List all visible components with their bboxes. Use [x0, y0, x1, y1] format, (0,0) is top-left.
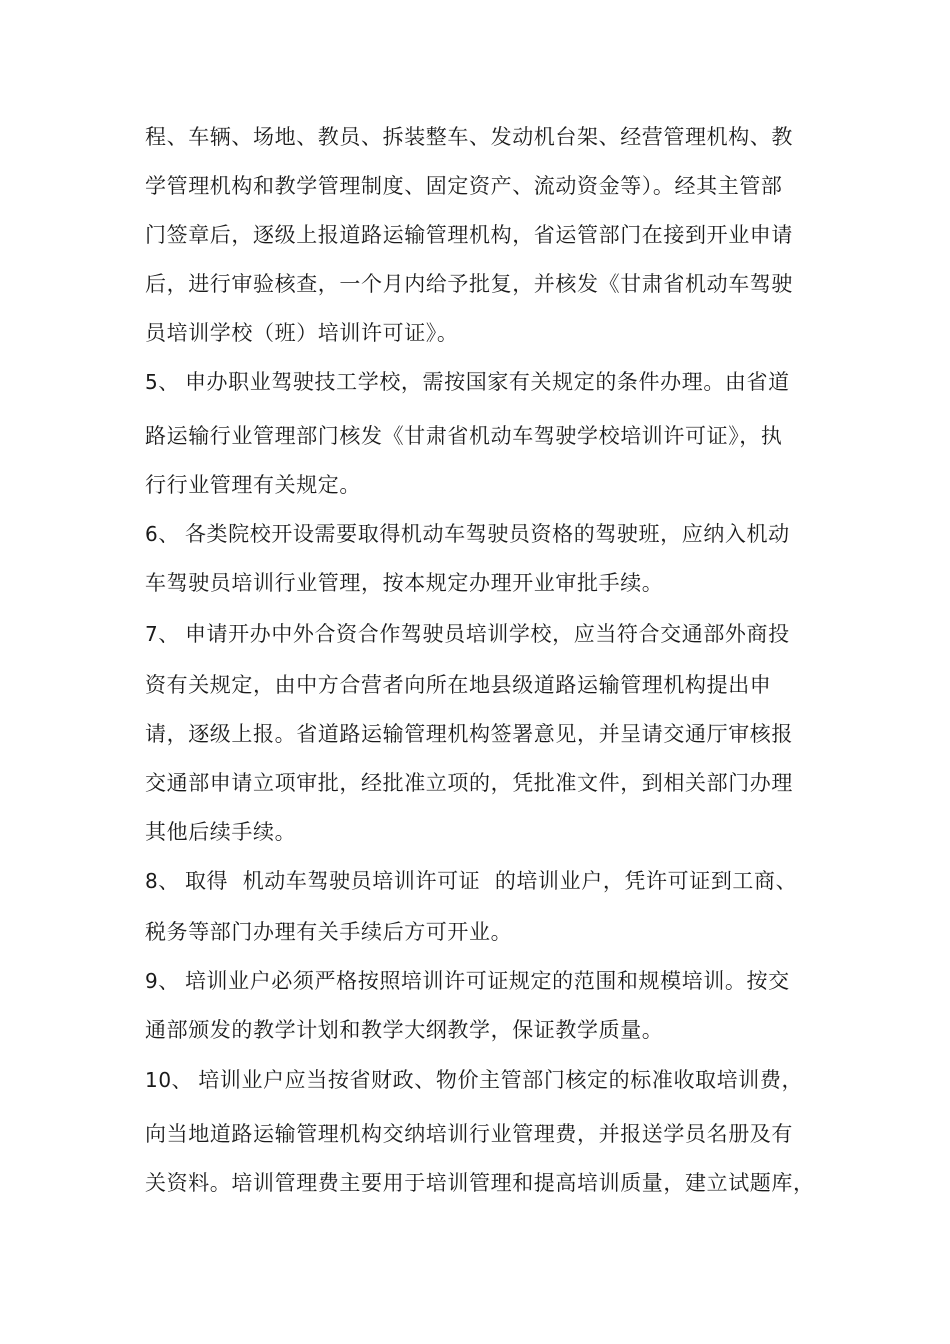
text-line — [145, 569, 663, 597]
text-line — [145, 319, 459, 347]
text-line — [145, 221, 793, 249]
item-number: 9、 — [145, 969, 179, 993]
line-text: 培训业户应当按省财政、物价主管部门核定的标准收取培训费， — [198, 1068, 804, 1092]
text-line — [145, 620, 790, 648]
line-text: 学管理机构和教学管理制度、固定资产、流动资金等）。经其主管部 — [145, 174, 783, 198]
line-text: 路运输行业管理部门核发《甘肃省机动车驾驶学校培训许可证》，执 — [145, 424, 783, 448]
text-line — [145, 368, 790, 396]
line-text: 向当地道路运输管理机构交纳培训行业管理费，并报送学员名册及有 — [145, 1122, 793, 1146]
text-line — [145, 123, 793, 151]
text-line — [145, 1066, 803, 1094]
line-text: 通部颁发的教学计划和教学大纲教学，保证教学质量。 — [145, 1018, 664, 1042]
text-line — [145, 1016, 663, 1044]
line-text: 后，进行审验核查，一个月内给予批复，并核发《甘肃省机动车驾驶 — [145, 272, 793, 296]
line-text: 培训业户必须严格按照培训许可证规定的范围和规模培训。按交 — [184, 969, 790, 993]
text-line — [145, 769, 793, 797]
line-text: 行行业管理有关规定。 — [145, 473, 361, 497]
item-number: 7、 — [145, 622, 179, 646]
item-number: 6、 — [145, 522, 179, 546]
line-text: 关资料。培训管理费主要用于培训管理和提高培训质量，建立试题库， — [145, 1171, 815, 1195]
text-line — [145, 867, 797, 895]
text-line — [145, 422, 783, 450]
text-line — [145, 671, 771, 699]
line-text: 请，逐级上报。省道路运输管理机构签署意见，并呈请交通厅审核报 — [145, 722, 793, 746]
text-line — [145, 967, 790, 995]
line-text: 程、车辆、场地、教员、拆装整车、发动机台架、经营管理机构、教 — [145, 125, 793, 149]
text-line — [145, 1120, 793, 1148]
text-line — [145, 1169, 815, 1197]
line-text: 员培训学校（班）培训许可证》。 — [145, 321, 459, 345]
text-line — [145, 520, 790, 548]
text-line — [145, 172, 783, 200]
line-text: 税务等部门办理有关手续后方可开业。 — [145, 920, 513, 944]
line-text: 资有关规定，由中方合营者向所在地县级道路运输管理机构提出申 — [145, 673, 772, 697]
line-text: 申请开办中外合资合作驾驶员培训学校，应当符合交通部外商投 — [184, 622, 790, 646]
text-line — [145, 720, 793, 748]
item-number: 10、 — [145, 1068, 193, 1092]
text-line — [145, 818, 296, 846]
line-text: 交通部申请立项审批，经批准立项的，凭批准文件，到相关部门办理 — [145, 771, 793, 795]
text-line — [145, 270, 793, 298]
item-number: 8、 — [145, 869, 179, 893]
line-text: 车驾驶员培训行业管理，按本规定办理开业审批手续。 — [145, 571, 664, 595]
line-text: 申办职业驾驶技工学校，需按国家有关规定的条件办理。由省道 — [184, 370, 790, 394]
line-text: 各类院校开设需要取得机动车驾驶员资格的驾驶班，应纳入机动 — [184, 522, 790, 546]
line-text: 门签章后，逐级上报道路运输管理机构，省运管部门在接到开业申请 — [145, 223, 793, 247]
item-number: 5、 — [145, 370, 179, 394]
text-line — [145, 471, 361, 499]
line-text: 其他后续手续。 — [145, 820, 297, 844]
text-line — [145, 918, 512, 946]
line-text: 取得 机动车驾驶员培训许可证 的培训业户，凭许可证到工商、 — [184, 869, 798, 893]
